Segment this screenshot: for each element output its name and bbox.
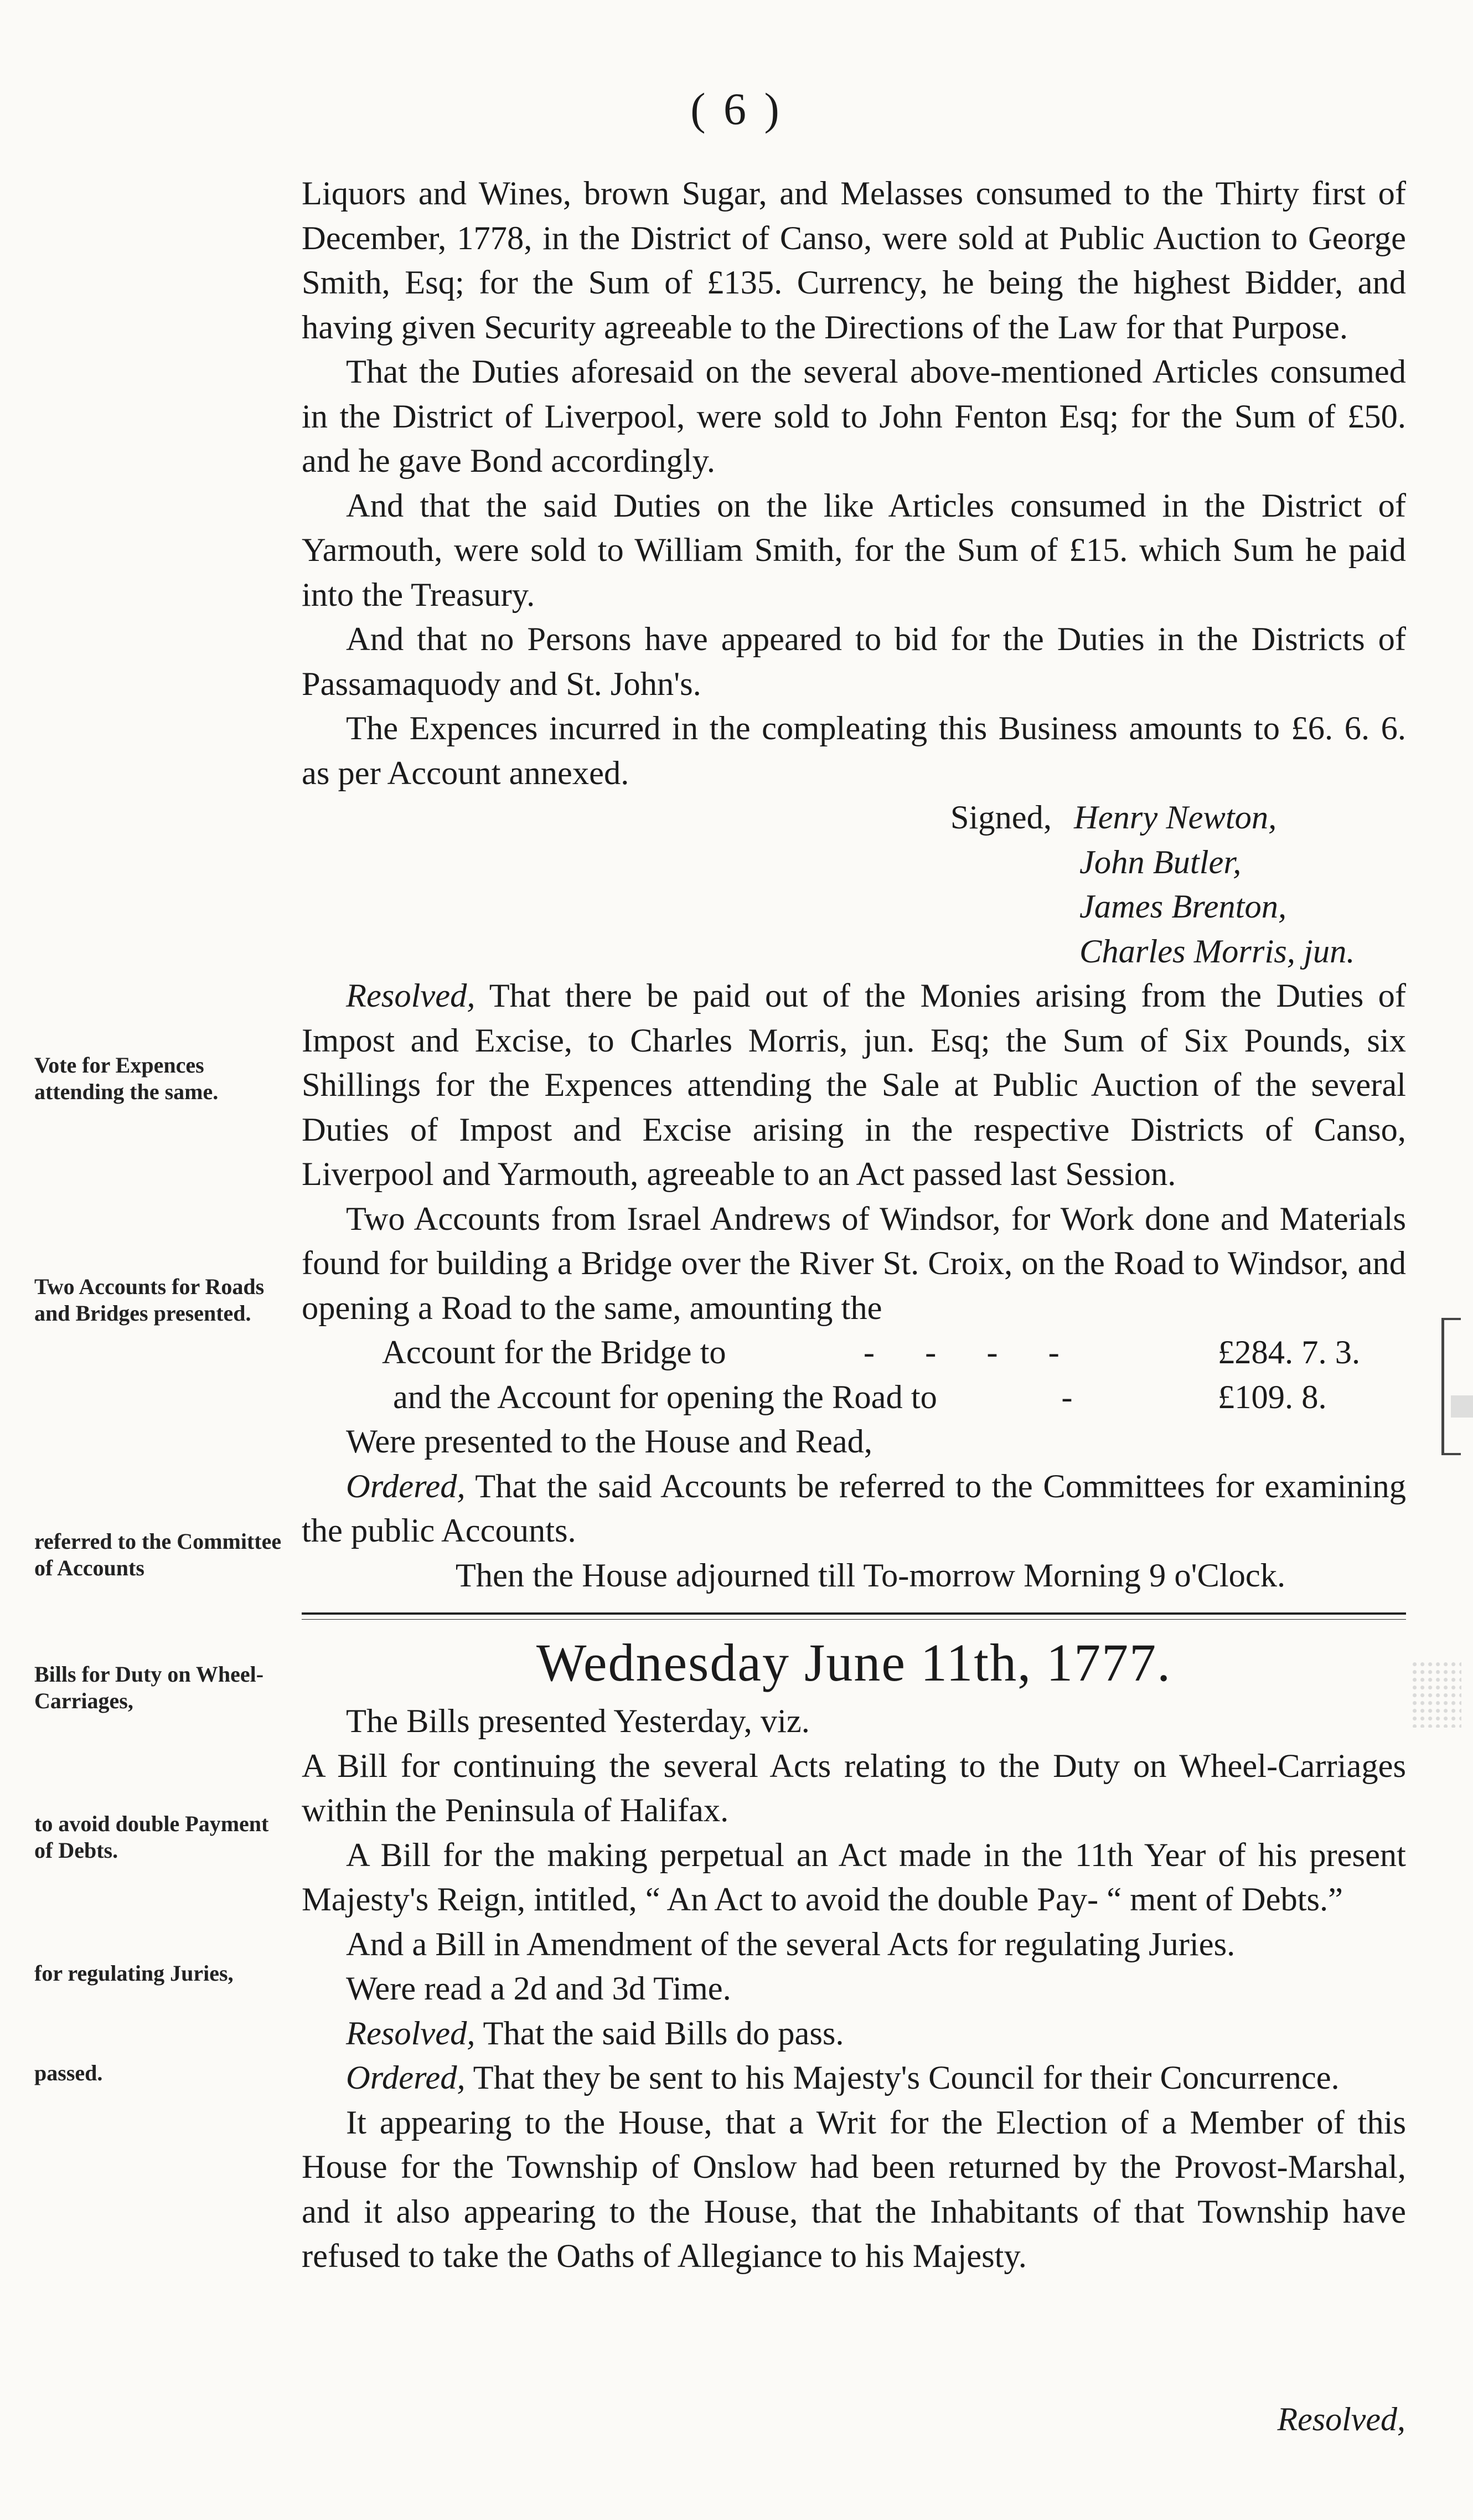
account-road-label: and the Account for opening the Road to <box>393 1378 937 1416</box>
page-number: ( 6 ) <box>690 84 783 134</box>
date-heading: Wednesday June 11th, 1777. <box>536 1633 1172 1692</box>
paragraph-read-times: Were read a 2d and 3d Time. <box>346 1970 731 2007</box>
signed-label: Signed, <box>950 799 1052 836</box>
paragraph-expences: The Expences incurred in the compleating this Business amounts to £6. 6. 6. as per Account annexed. <box>302 710 1406 792</box>
paragraph-bill-double-payment: A Bill for the making perpetual an Act made in the 11th Year of his present Majesty's Reign, intitled, “ An Act to avoid the double Pay- “ ment of Debts.” <box>302 1836 1406 1918</box>
paragraph-yarmouth: And that the said Duties on the like Articles consumed in the District of Yarmouth, were sold to William Smith, for the Sum of £15. which Sum he paid into the Treasury. <box>302 487 1406 614</box>
catchword: Resolved, <box>1277 2401 1405 2437</box>
account-bridge-dashes: - - - - <box>863 1334 1081 1371</box>
signature-block <box>302 796 1406 974</box>
margin-note-referred: referred to the Committee of Accounts <box>34 1529 282 1580</box>
ink-specks <box>1412 1661 1461 1728</box>
resolved2-label: Resolved, <box>346 2014 476 2052</box>
paragraph-bill-wheel-carriages: A Bill for continuing the several Acts relating to the Duty on Wheel-Carriages within the Peninsula of Halifax. <box>302 1747 1406 1829</box>
account-bridge-line <box>302 1331 1406 1375</box>
page-edge-smudge <box>1451 1395 1473 1418</box>
paragraph-bills-intro: The Bills presented Yesterday, viz. <box>346 1703 810 1740</box>
resolved2-text: That the said Bills do pass. <box>475 2014 844 2052</box>
margin-note-double-payment: to avoid double Payment of Debts. <box>34 1811 269 1863</box>
paragraph-canso-auction: Liquors and Wines, brown Sugar, and Melasses consumed to the Thirty first of December, 1778, in the District of Canso, were sold at Public Auction to George Smith, Esq; for the Sum of £135. Currency, he being the highest Bidder, and having given Security agreeable to the Directions of the Law for that Purpose. <box>302 175 1406 346</box>
paragraph-no-bidders: And that no Persons have appeared to bid for the Duties in the Districts of Passamaquody and St. John's. <box>302 621 1406 703</box>
section-rule <box>302 1612 1406 1615</box>
account-road-amount: £109. 8. <box>1218 1378 1327 1416</box>
margin-note-two-accounts: Two Accounts for Roads and Bridges presented. <box>34 1274 265 1326</box>
paragraph-resolved-pass <box>302 2012 1406 2057</box>
account-road-line <box>302 1375 1406 1420</box>
ordered2-label: Ordered, <box>346 2059 466 2096</box>
paragraph-liverpool: That the Duties aforesaid on the several above-mentioned Articles consumed in the District of Liverpool, were sold to John Fenton Esq; for the Sum of £50. and he gave Bond accordingly. <box>302 353 1406 480</box>
signatory-butler: John Butler, <box>1079 843 1242 881</box>
main-text <box>302 172 1406 2279</box>
paragraph-onslow-writ: It appearing to the House, that a Writ for the Election of a Member of this House for the Township of Onslow had been returned by the Provost-Marshal, and it also appearing to the House, that the Inhabitants of that Township have refused to take the Oaths of Allegiance to his Majesty. <box>302 2104 1406 2275</box>
account-road-dashes: - <box>1061 1378 1094 1416</box>
margin-note-vote-expences: Vote for Expences attending the same. <box>34 1053 219 1104</box>
account-bridge-label: Account for the Bridge to <box>382 1334 726 1371</box>
resolved-label: Resolved, <box>346 977 476 1014</box>
paragraph-resolved-payment <box>302 974 1406 1197</box>
ordered-label: Ordered, <box>346 1467 466 1505</box>
resolved-text: That there be paid out of the Monies arising from the Duties of Impost and Excise, to Charles Morris, jun. Esq; the Sum of Six Pounds, six Shillings for the Expences attending the Sale at Public Auction of the several Duties of Impost and Excise arising in the respective Districts of Canso, Liverpool and Yarmouth, agreeable to an Act passed last Session. <box>302 977 1406 1193</box>
signatory-newton: Henry Newton, <box>1074 799 1277 836</box>
signatory-morris: Charles Morris, jun. <box>1079 932 1355 970</box>
paragraph-presented: Were presented to the House and Read, <box>346 1423 873 1460</box>
section-rule-thin <box>302 1619 1406 1620</box>
paragraph-ordered-council <box>302 2056 1406 2101</box>
paragraph-ordered-accounts <box>302 1465 1406 1554</box>
signatory-list <box>1074 796 1406 974</box>
margin-note-regulating-juries: for regulating Juries, <box>34 1961 234 1986</box>
ordered2-text: That they be sent to his Majesty's Council for their Concurrence. <box>465 2059 1340 2096</box>
ordered-text: That the said Accounts be referred to the Committees for examining the public Accounts. <box>302 1467 1406 1549</box>
account-bridge-amount: £284. 7. 3. <box>1218 1334 1361 1371</box>
paragraph-bill-juries: And a Bill in Amendment of the several Acts for regulating Juries. <box>346 1925 1236 1963</box>
adjournment-line: Then the House adjourned till To-morrow Morning 9 o'Clock. <box>455 1557 1286 1594</box>
signatory-brenton: James Brenton, <box>1079 888 1287 925</box>
margin-note-bills-duty: Bills for Duty on Wheel-Carriages, <box>34 1662 264 1713</box>
margin-note-passed: passed. <box>34 2060 103 2085</box>
page-edge-bracket <box>1441 1318 1461 1455</box>
paragraph-two-accounts: Two Accounts from Israel Andrews of Windsor, for Work done and Materials found for building a Bridge over the River St. Croix, on the Road to Windsor, and opening a Road to the same, amounting the <box>302 1200 1406 1327</box>
